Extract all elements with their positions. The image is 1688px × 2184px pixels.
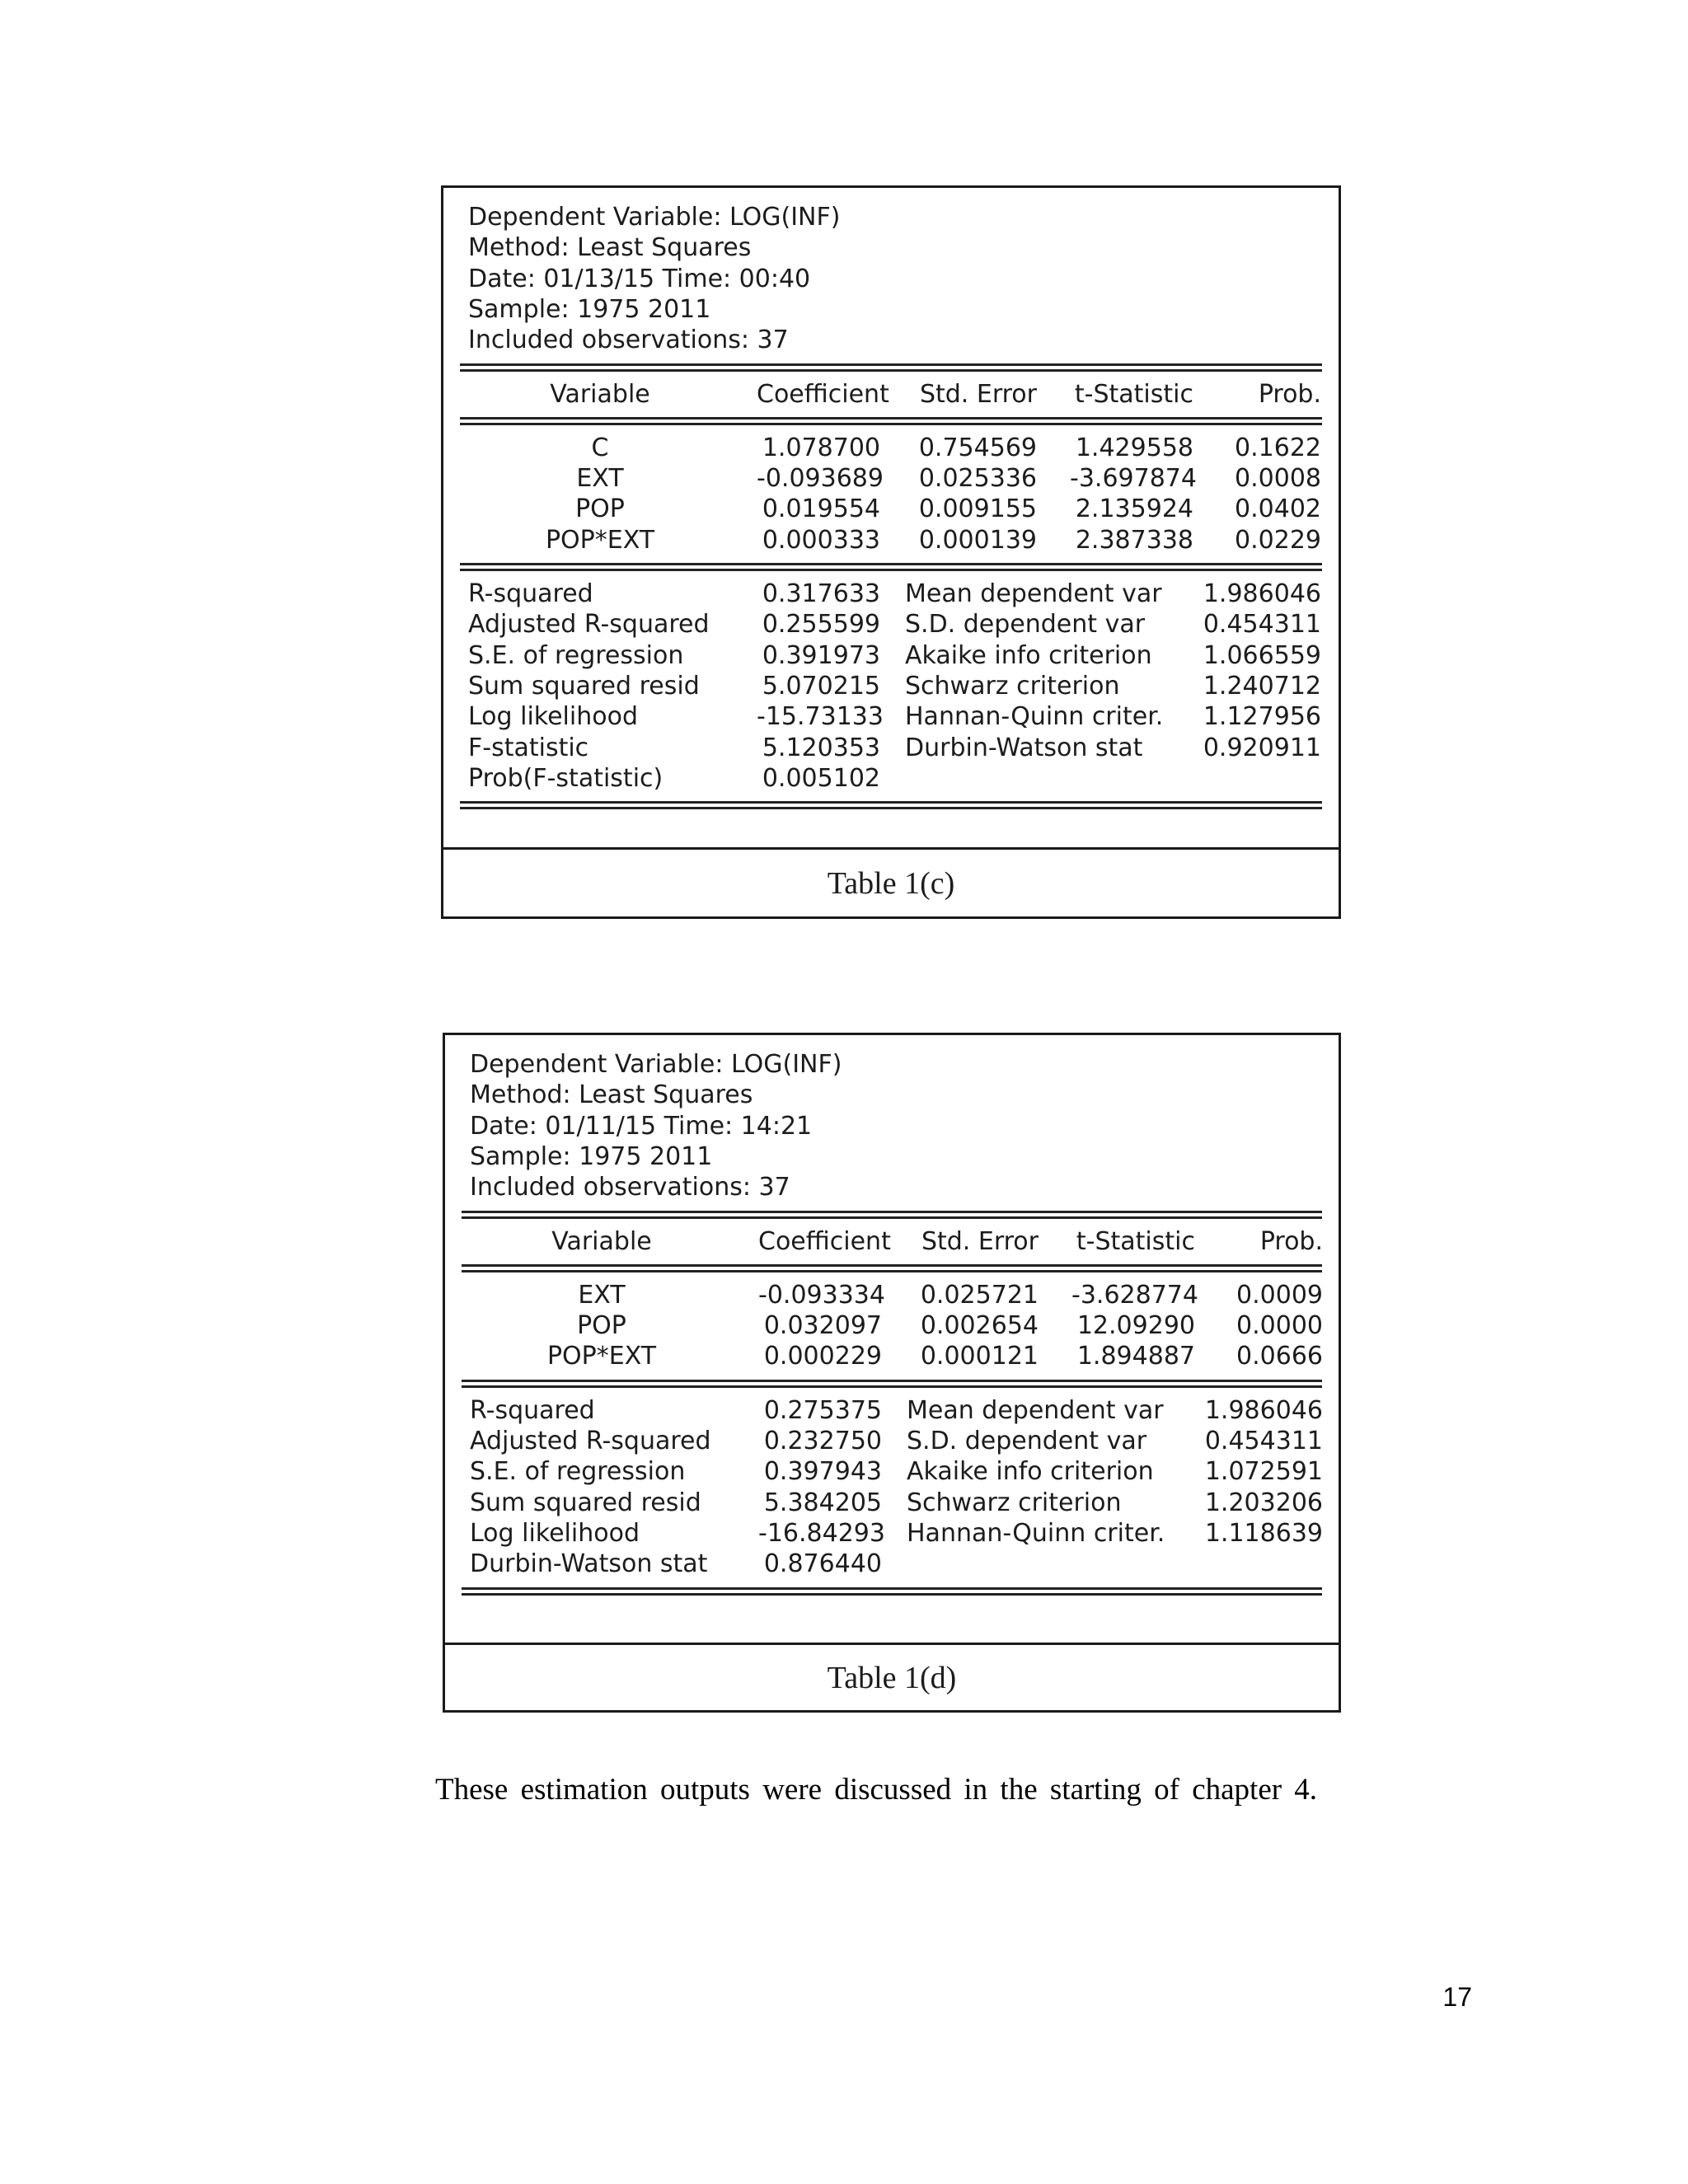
stat-label: Hannan-Quinn criter. [905, 702, 1164, 732]
column-header-t-statistic: t-Statistic [1076, 1226, 1195, 1256]
stat-value: 0.232750 [763, 1427, 882, 1455]
header-line: Method: Least Squares [470, 1080, 753, 1110]
column-header-coefficient: Coefficient [758, 1226, 891, 1256]
stat-label: Schwarz criterion [907, 1488, 1122, 1517]
header-line: Included observations: 37 [468, 326, 789, 355]
column-header-prob: Prob. [1258, 379, 1321, 409]
table-cell: -3.628774 [1071, 1280, 1198, 1310]
header-line: Date: 01/11/15 Time: 14:21 [470, 1111, 813, 1141]
stat-value: 1.986046 [1204, 1395, 1323, 1425]
stat-value: 1.072591 [1204, 1457, 1323, 1487]
column-header-variable: Variable [550, 379, 650, 409]
stat-value: 0.255599 [762, 610, 880, 640]
rule [460, 807, 1322, 809]
table-cell: 0.009155 [918, 494, 1037, 524]
stat-value: 0.397943 [763, 1457, 882, 1487]
stat-value: 1.118639 [1204, 1518, 1323, 1548]
page-number: 17 [1442, 1982, 1472, 2012]
stat-value: 0.317633 [762, 579, 880, 608]
stat-value: 5.070215 [762, 671, 880, 701]
stat-value: -16.84293 [758, 1518, 885, 1548]
rule [460, 563, 1322, 565]
table-cell: 0.025336 [918, 464, 1037, 494]
stat-label: Adjusted R-squared [470, 1427, 711, 1455]
rule [460, 363, 1322, 366]
column-header-std-error: Std. Error [921, 1226, 1039, 1256]
table-cell: 0.0402 [1235, 494, 1321, 524]
stat-label: Durbin-Watson stat [470, 1549, 708, 1579]
header-line: Sample: 1975 2011 [470, 1141, 713, 1171]
table-cell: 0.000333 [762, 525, 880, 555]
column-header-t-statistic: t-Statistic [1074, 379, 1193, 409]
rule [462, 1264, 1322, 1267]
table-cell: 2.135924 [1075, 494, 1193, 524]
rule [460, 423, 1322, 425]
stat-label: R-squared [470, 1395, 595, 1425]
column-header-prob: Prob. [1259, 1226, 1323, 1256]
stat-value: 5.384205 [763, 1488, 882, 1517]
stat-value: 0.920911 [1203, 733, 1321, 762]
column-header-coefficient: Coefficient [757, 379, 889, 409]
table-cell: -0.093334 [758, 1280, 885, 1310]
table-cell: 0.000121 [920, 1342, 1039, 1371]
table-cell: EXT [578, 1280, 626, 1310]
rule [462, 1385, 1322, 1388]
stat-label: Sum squared resid [470, 1488, 701, 1517]
stat-value: 1.986046 [1203, 579, 1321, 608]
rule [460, 417, 1322, 419]
stat-label: Durbin-Watson stat [905, 733, 1143, 762]
stat-label: S.D. dependent var [907, 1427, 1147, 1455]
stat-label: Akaike info criterion [905, 640, 1152, 670]
stat-value: -15.73133 [757, 702, 884, 732]
stat-label: Adjusted R-squared [468, 610, 710, 640]
rule [462, 1587, 1322, 1590]
stat-value: 0.876440 [763, 1549, 882, 1579]
stat-value: 0.275375 [763, 1395, 882, 1425]
table-cell: 0.754569 [918, 433, 1037, 462]
stat-label: Akaike info criterion [907, 1457, 1154, 1487]
stat-label: R-squared [468, 579, 593, 608]
table-cell: 0.0000 [1236, 1311, 1323, 1341]
rule [462, 1380, 1322, 1382]
stat-label: Sum squared resid [468, 671, 700, 701]
stat-value: 0.391973 [762, 640, 880, 670]
stat-label: Mean dependent var [905, 579, 1162, 608]
stat-value: 1.203206 [1204, 1488, 1323, 1517]
table-cell: 0.002654 [920, 1311, 1039, 1341]
header-line: Sample: 1975 2011 [468, 294, 711, 324]
stat-label: Mean dependent var [907, 1395, 1164, 1425]
regression-table-1c [441, 185, 1341, 919]
rule [462, 1593, 1322, 1596]
table-cell: EXT [576, 464, 624, 494]
rule [460, 369, 1322, 372]
table-cell: 0.032097 [763, 1311, 882, 1341]
stat-value: 0.005102 [762, 763, 880, 793]
stat-label: Hannan-Quinn criter. [907, 1518, 1165, 1548]
table-cell: -0.093689 [757, 464, 884, 494]
footnote-text: These estimation outputs were discussed in the starting of chapter 4. [435, 1773, 1318, 1807]
stat-value: 1.240712 [1203, 671, 1321, 701]
stat-label: Schwarz criterion [905, 671, 1120, 701]
rule [462, 1270, 1322, 1272]
table-cell: 0.0666 [1236, 1342, 1323, 1371]
table-cell: 0.0009 [1236, 1280, 1323, 1310]
stat-value: 1.127956 [1203, 702, 1321, 732]
table-cell: 1.078700 [762, 433, 880, 462]
table-cell: 0.000229 [763, 1342, 882, 1371]
regression-table-1d [443, 1033, 1341, 1713]
table-cell: 0.000139 [918, 525, 1037, 555]
stat-label: S.E. of regression [470, 1457, 686, 1487]
table-cell: 1.429558 [1075, 433, 1193, 462]
column-header-std-error: Std. Error [919, 379, 1037, 409]
table-cell: POP*EXT [545, 525, 655, 555]
table-cell: 12.09290 [1076, 1311, 1195, 1341]
table-cell: C [591, 433, 609, 462]
table-cell: POP*EXT [546, 1342, 657, 1371]
stat-label: S.D. dependent var [905, 610, 1146, 640]
header-line: Dependent Variable: LOG(INF) [470, 1050, 842, 1079]
rule [460, 801, 1322, 804]
stat-label: Log likelihood [468, 702, 638, 732]
table-cell: POP [577, 1311, 626, 1341]
header-line: Included observations: 37 [470, 1173, 790, 1202]
table-cell: 0.019554 [762, 494, 880, 524]
stat-value: 1.066559 [1203, 640, 1321, 670]
stat-value: 5.120353 [762, 733, 880, 762]
table-cell: 0.025721 [920, 1280, 1039, 1310]
table-cell: POP [575, 494, 625, 524]
rule [462, 1216, 1322, 1219]
stat-label: Prob(F-statistic) [468, 763, 663, 793]
table-caption: Table 1(c) [443, 847, 1339, 916]
header-line: Date: 01/13/15 Time: 00:40 [468, 264, 811, 293]
stat-label: Log likelihood [470, 1518, 640, 1548]
table-cell: 0.1622 [1235, 433, 1321, 462]
header-line: Method: Least Squares [468, 233, 752, 263]
rule [460, 569, 1322, 571]
stat-value: 0.454311 [1203, 610, 1321, 640]
table-cell: 0.0229 [1235, 525, 1321, 555]
stat-label: S.E. of regression [468, 640, 684, 670]
table-cell: 1.894887 [1076, 1342, 1195, 1371]
table-cell: -3.697874 [1070, 464, 1197, 494]
table-cell: 2.387338 [1075, 525, 1193, 555]
column-header-variable: Variable [551, 1226, 652, 1256]
table-cell: 0.0008 [1235, 464, 1321, 494]
header-line: Dependent Variable: LOG(INF) [468, 203, 841, 232]
stat-label: F-statistic [468, 733, 589, 762]
rule [462, 1211, 1322, 1213]
stat-value: 0.454311 [1204, 1427, 1323, 1455]
table-caption: Table 1(d) [445, 1643, 1339, 1710]
